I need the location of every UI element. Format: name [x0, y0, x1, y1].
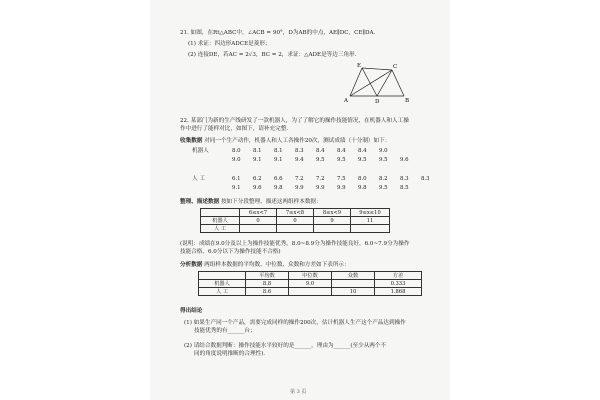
human-score: 9.9 [337, 185, 346, 191]
stat-cell: 8.8 [246, 280, 289, 288]
human-score: 9.1 [232, 185, 241, 191]
q21-part2: (2) 连接DE，若AC = 2√3，BC = 2，求证：△ADE是等边三角形. [188, 52, 357, 58]
table-row [199, 272, 422, 280]
segment-cell: 机器人 [201, 217, 240, 225]
stat-cell: 8.6 [246, 288, 289, 296]
segment-cell [351, 225, 390, 233]
human-score: 9.8 [358, 185, 367, 191]
segment-cell: 11 [351, 217, 390, 225]
human-scores-row1 [232, 176, 442, 182]
robot-score: 8.1 [253, 148, 262, 154]
robot-score: 8.4 [337, 148, 346, 154]
segment-header: 8≤x<9 [314, 209, 351, 217]
human-score: 6.2 [253, 176, 262, 182]
robot-score: 8.3 [295, 148, 304, 154]
segment-header [201, 209, 240, 217]
stat-cell: 1.868 [375, 288, 422, 296]
robot-score: 8.4 [316, 148, 325, 154]
stat-header [199, 272, 246, 280]
robot-score: 9.5 [358, 157, 367, 163]
organize-text: 按如下分段整理、描述这两组样本数据： [220, 199, 322, 205]
robot-scores-row2 [232, 157, 421, 163]
robot-score: 9.1 [253, 157, 262, 163]
human-label: 人 工 [192, 176, 205, 182]
note-line2: 技能合格，6.0分以下为操作技能不合格) [180, 249, 281, 255]
robot-score: 8.4 [358, 148, 367, 154]
human-score: 9.9 [316, 185, 325, 191]
robot-label: 机器人 [192, 148, 209, 154]
human-score: 9.8 [274, 185, 283, 191]
robot-score: 9.5 [379, 157, 388, 163]
table-row [201, 209, 390, 217]
robot-score: 9.5 [316, 157, 325, 163]
table-row [201, 217, 390, 225]
conclusion-1-line2: 技能优秀的有______台； [194, 328, 256, 334]
stat-cell: 9.0 [289, 280, 332, 288]
human-score: 8.5 [400, 185, 409, 191]
q22-stem-line2: 作中进行了能样对比，如图下，请补充完整. [180, 126, 289, 132]
robot-score: 9.4 [295, 157, 304, 163]
robot-score: 9.5 [337, 157, 346, 163]
human-score: 7.2 [316, 176, 325, 182]
label-e: E [357, 63, 362, 69]
robot-score: 9.1 [274, 157, 283, 163]
human-score: 8.2 [379, 176, 388, 182]
page-number: 第 3 页 [290, 389, 307, 395]
segment-cell [240, 225, 277, 233]
stat-header: 方差 [375, 272, 422, 280]
segment-header: 9≤x≤10 [351, 209, 390, 217]
stat-cell: 10 [332, 288, 375, 296]
human-score: 7.5 [337, 176, 346, 182]
stat-header: 众数 [332, 272, 375, 280]
table-row [199, 280, 422, 288]
segment-cell: 0 [277, 217, 314, 225]
human-score: 9.6 [253, 185, 262, 191]
table-row [199, 288, 422, 296]
human-score: 9.9 [295, 185, 304, 191]
segment-cell: 人 工 [201, 225, 240, 233]
human-score: 6.6 [274, 176, 283, 182]
stat-cell: 0.333 [375, 280, 422, 288]
robot-score: 8.0 [232, 148, 241, 154]
segment-header: 6≤x<7 [240, 209, 277, 217]
conclusion-2-line1: (2) 请结合数据判断：操作技能水平较好的是______，理由为______(至少从两个不 [184, 343, 387, 349]
analyze-text: 两组样本数据的平均数、中位数、众数和方差如下表所示： [204, 262, 350, 268]
human-score: 7.2 [295, 176, 304, 182]
stat-cell [289, 288, 332, 296]
robot-score: 9.6 [400, 157, 409, 163]
label-a: A [344, 98, 348, 104]
conclusion-1-line1: (1) 如果生产同一个产品，需要完成同样的操作200次，估计机器人生产这个产品达到操作 [184, 320, 406, 326]
robot-score: 8.1 [274, 148, 283, 154]
collect-text: 对同一个生产动作，机器人和人工各操作20次，测试成绩（十分制）如下： [204, 138, 391, 144]
stat-header: 平均数 [246, 272, 289, 280]
analyze-title: 分析数据 [180, 262, 203, 268]
segment-header: 7≤x<8 [277, 209, 314, 217]
human-score: 8.3 [400, 176, 409, 182]
robot-score: 9.0 [232, 157, 241, 163]
table-row [201, 225, 390, 233]
conclusion-2-line2: 同的角度说明推断的合理性). [194, 351, 266, 357]
robot-score: 9.0 [379, 148, 388, 154]
note-line1: (说明：成绩在9.0分及以上为操作技能优秀，8.0~8.9分为操作技能良好，6.0~7.9分为操作 [180, 241, 410, 247]
human-scores-row2 [232, 185, 421, 191]
robot-scores-row1 [232, 148, 400, 154]
q21-part1: (1) 求证：四边形ADCE是菱形； [188, 41, 271, 47]
conclude-title: 得出结论 [180, 308, 203, 314]
segment-table [200, 208, 390, 233]
exam-page [150, 0, 450, 400]
q21-stem: 21. 如图，在Rt△ABC中，∠ACB = 90°，D为AB的中点，AE∥DC，CE∥DA. [180, 30, 376, 36]
organize-title: 整理、描述数据 [180, 199, 220, 205]
segment-cell: 9 [314, 217, 351, 225]
collect-title: 收集数据 [180, 138, 203, 144]
statistics-table [198, 271, 422, 296]
label-b: B [405, 98, 410, 104]
stat-cell: 机器人 [199, 280, 246, 288]
segment-cell [277, 225, 314, 233]
human-score: 8.3 [421, 176, 430, 182]
stat-cell [332, 280, 375, 288]
stat-cell: 人 工 [199, 288, 246, 296]
human-score: 8.0 [358, 176, 367, 182]
q22-stem-line1: 22. 某部门为新的生产线研发了一款机器人，为了了解它的操作技能情况，在机器人和人工操 [180, 118, 409, 124]
stat-header: 中位数 [289, 272, 332, 280]
human-score: 9.5 [379, 185, 388, 191]
q21-geometry-figure [340, 60, 420, 105]
segment-cell [314, 225, 351, 233]
segment-cell: 0 [240, 217, 277, 225]
label-c: C [393, 64, 398, 70]
label-d: D [375, 99, 380, 105]
human-score: 6.1 [232, 176, 241, 182]
